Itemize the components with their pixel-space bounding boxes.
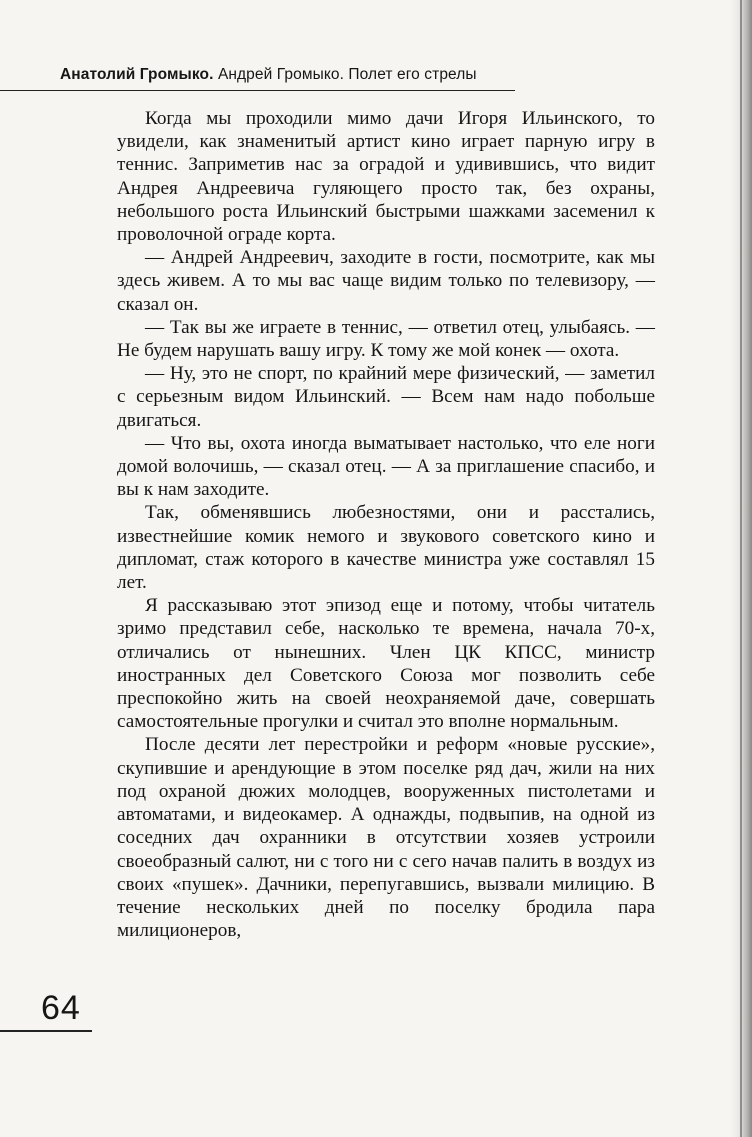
header-rule	[0, 90, 515, 91]
body-text	[117, 107, 655, 942]
scan-fold-line	[740, 0, 742, 1137]
paragraph: Так, обменявшись любезностями, они и расстались, известнейшие комик немого и звукового советского кино и дипломат, стаж которого в качестве министра уже составлял 15 лет.	[117, 502, 655, 594]
running-header	[60, 66, 477, 84]
header-title: Андрей Громыко. Полет его стрелы	[217, 66, 477, 83]
page-number-rule	[0, 1030, 92, 1032]
paragraph: — Ну, это не спорт, по крайний мере физический, — заметил с серьезным видом Ильинский. — Всем нам надо побольше двигаться.	[117, 363, 655, 431]
paragraph: После десяти лет перестройки и реформ «новые русские», скупившие и арендующие в этом поселке ряд дач, жили на них под охраной дюжих молодцев, вооруженных пистолетами и автоматами, и видеокамер. А однажды, подвыпив, на одной из соседних дач охранники в отсутствии хозяев устроили своеобразный салют, ни с того ни с сего начав палить в воздух из своих «пушек». Дачники, перепугавшись, вызвали милицию. В течение нескольких дней по поселку бродила пара милиционеров,	[117, 734, 655, 942]
page-number: 64	[41, 989, 81, 1027]
paragraph: — Андрей Андреевич, заходите в гости, посмотрите, как мы здесь живем. А то мы вас чаще видим только по телевизору, — сказал он.	[117, 247, 655, 315]
paragraph: — Так вы же играете в теннис, — ответил отец, улыбаясь. — Не будем нарушать вашу игру. К тому же мой конек — охота.	[117, 316, 655, 362]
paragraph: Когда мы проходили мимо дачи Игоря Ильинского, то увидели, как знаменитый артист кино играет парную игру в теннис. Заприметив нас за оградой и удивившись, что видит Андрея Андреевича гуляющего просто так, без охраны, небольшого роста Ильинский быстрыми шажками засеменил к проволочной ограде корта.	[117, 108, 655, 246]
paragraph: — Что вы, охота иногда выматывает настолько, что еле ноги домой волочишь, — сказал отец. — А за приглашение спасибо, и вы к нам заходите.	[117, 432, 655, 501]
paragraph: Я рассказываю этот эпизод еще и потому, чтобы читатель зримо представил себе, насколько те времена, начала 70-х, отличались от нынешних. Член ЦК КПСС, министр иностранных дел Советского Союза мог позволить себе преспокойно жить на своей неохраняемой даче, совершать самостоятельные прогулки и считал это вполне нормальным.	[117, 595, 655, 733]
header-author: Анатолий Громыко.	[60, 66, 214, 83]
